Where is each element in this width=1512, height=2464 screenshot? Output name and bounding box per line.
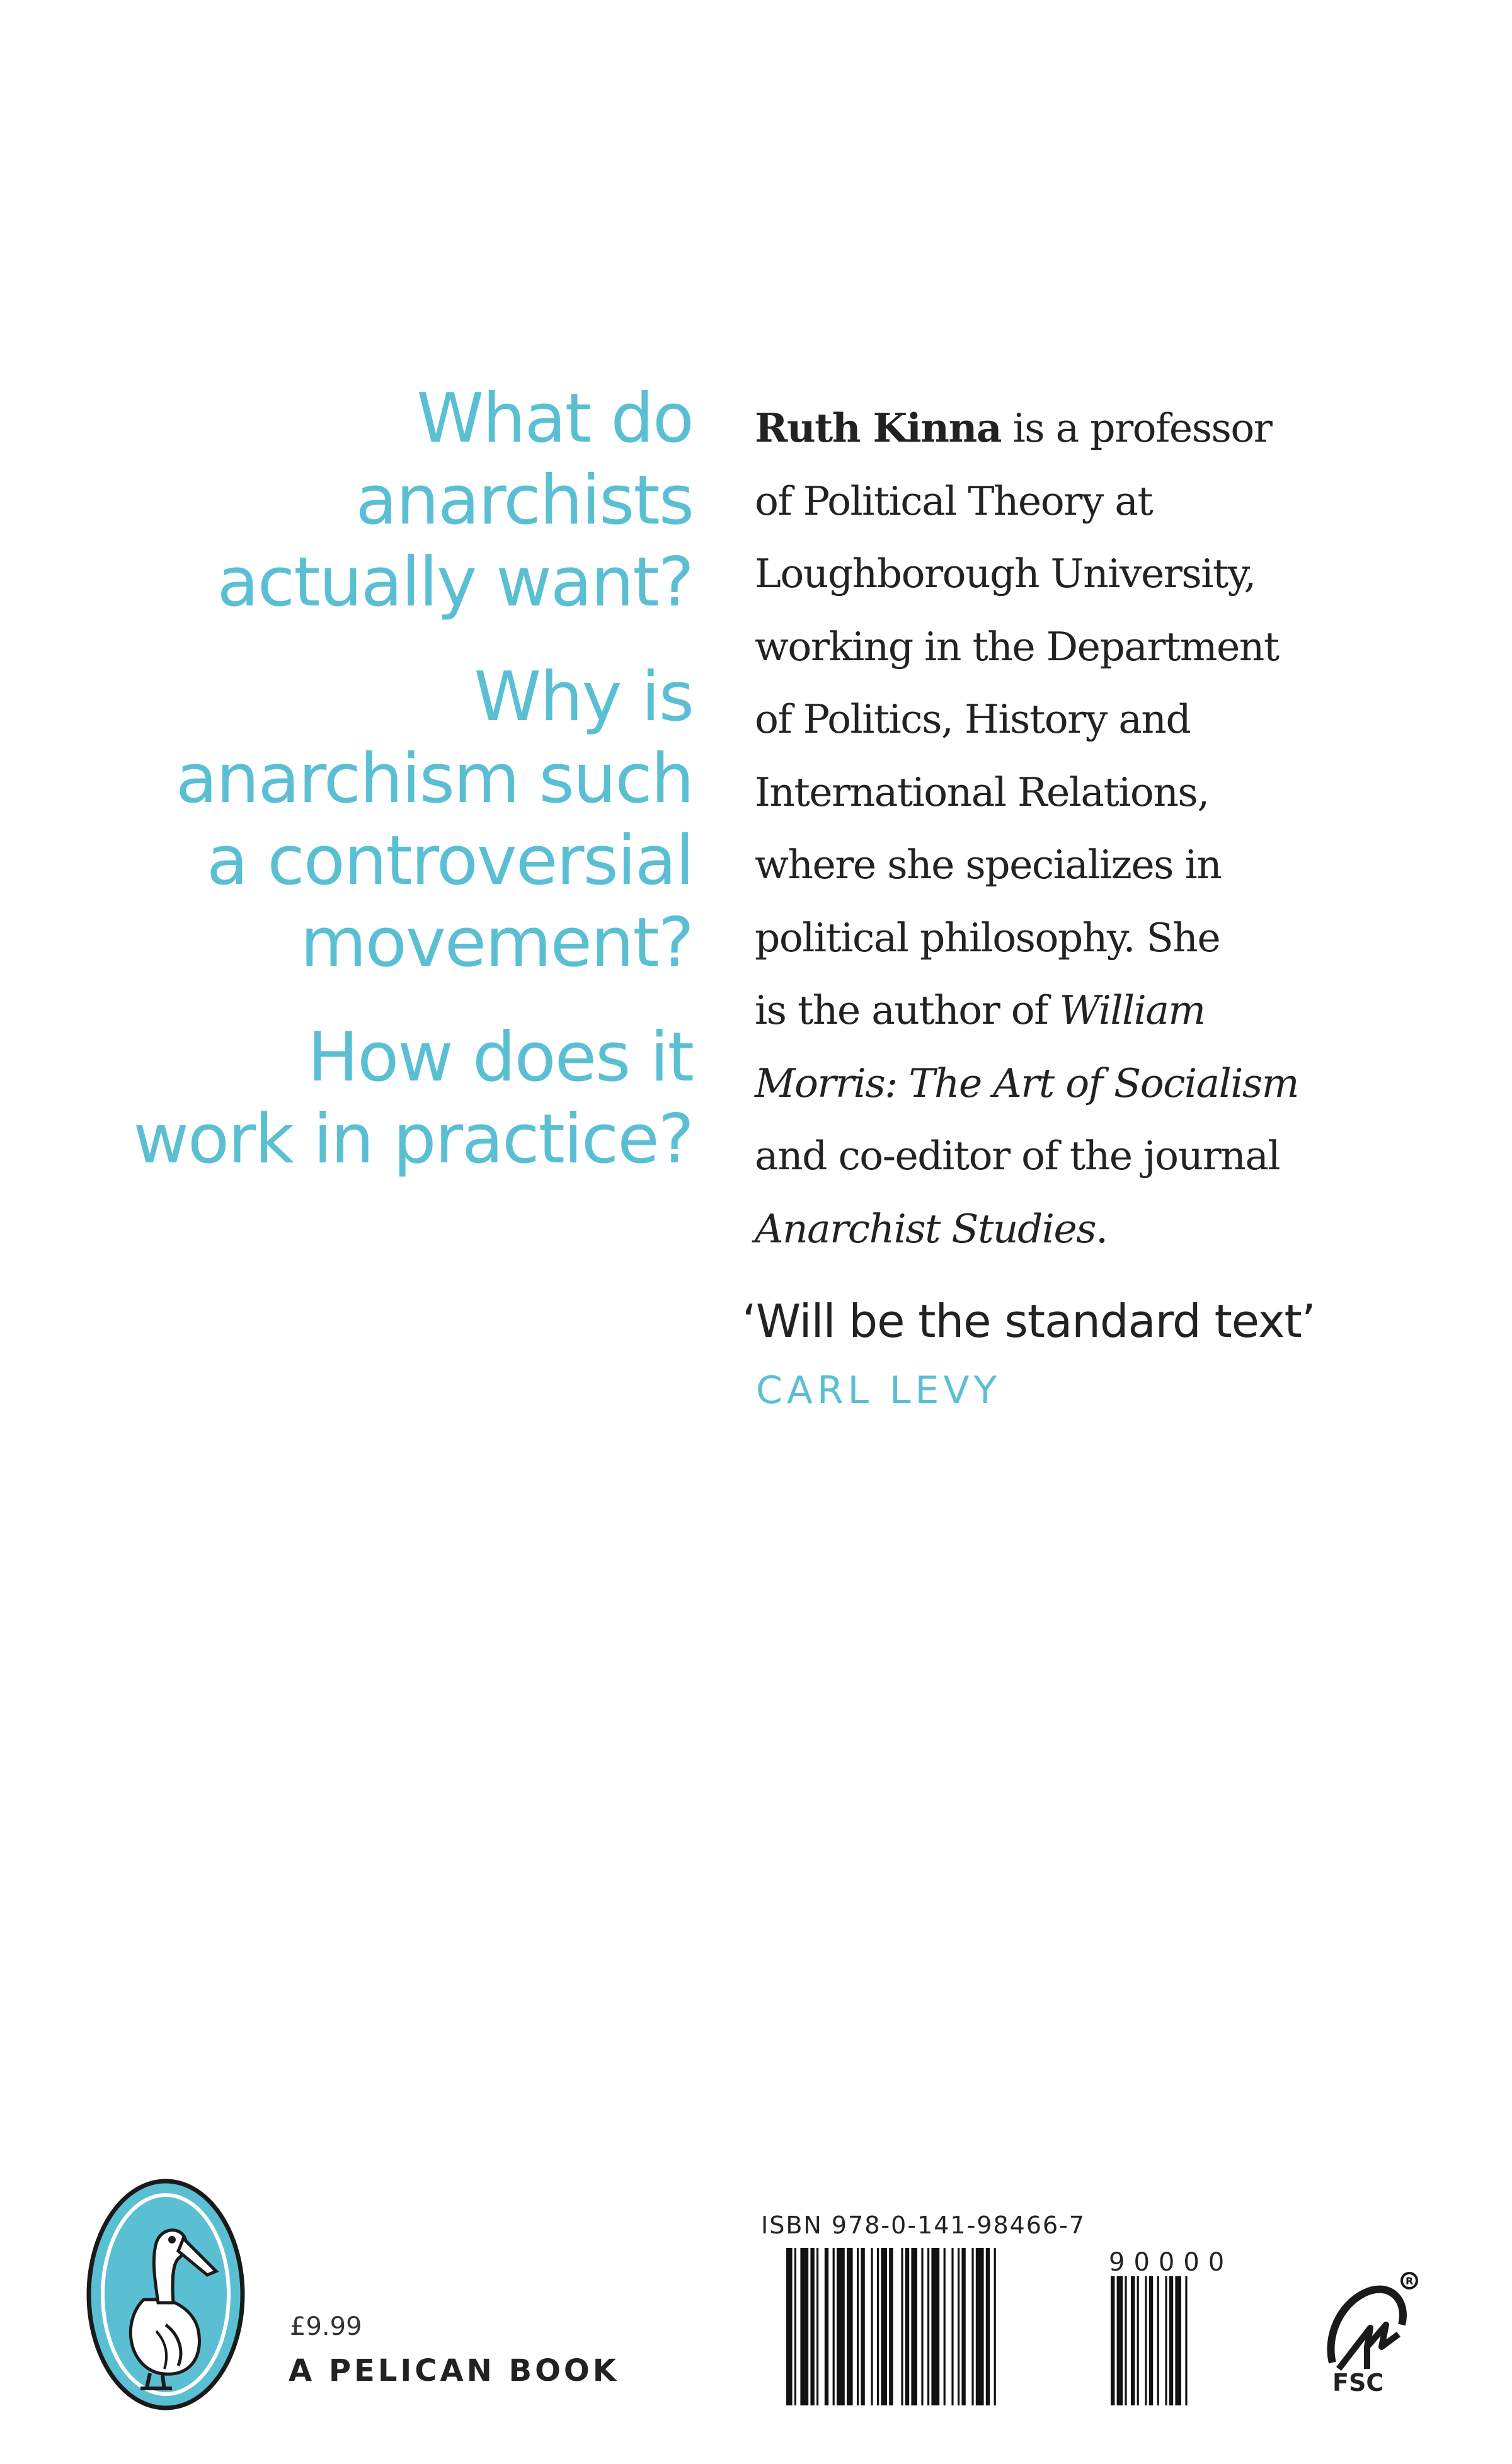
barcode-bar bbox=[1111, 2276, 1114, 2405]
question-line: actually want? bbox=[217, 543, 693, 622]
barcode-bar bbox=[871, 2248, 873, 2405]
bio-line: International Relations, bbox=[755, 769, 1209, 815]
pelican-logo-icon bbox=[84, 2177, 248, 2413]
barcode-bar bbox=[810, 2248, 814, 2405]
barcode-bar bbox=[1169, 2276, 1173, 2405]
barcode-bar bbox=[1165, 2276, 1167, 2405]
barcode-bar bbox=[833, 2248, 835, 2405]
question-2 bbox=[63, 656, 693, 984]
barcode-bar bbox=[921, 2248, 923, 2405]
question-line: work in practice? bbox=[133, 1100, 693, 1179]
barcode-bar bbox=[958, 2248, 959, 2405]
question-line: movement? bbox=[300, 903, 693, 982]
question-3 bbox=[63, 1017, 693, 1181]
barcode-bar bbox=[901, 2248, 903, 2405]
journal-title: Anarchist Studies bbox=[755, 1205, 1096, 1252]
barcode-bar bbox=[889, 2248, 893, 2405]
quote-author: CARL LEVY bbox=[756, 1368, 1002, 1413]
barcode-bar bbox=[1157, 2276, 1159, 2405]
price: £9.99 bbox=[290, 2312, 362, 2341]
barcode-bar bbox=[927, 2248, 929, 2405]
barcode-bar bbox=[825, 2248, 828, 2405]
barcode-bar bbox=[994, 2248, 996, 2405]
bio-line: political philosophy. She bbox=[755, 914, 1220, 961]
question-line: What do bbox=[416, 379, 693, 458]
bio-line bbox=[755, 392, 1423, 465]
fsc-label: FSC bbox=[1332, 2369, 1384, 2397]
bio-text: . bbox=[1096, 1205, 1108, 1252]
barcode-bar bbox=[951, 2248, 953, 2405]
barcode-bar bbox=[1145, 2276, 1147, 2405]
questions-column bbox=[63, 378, 693, 1213]
question-line: How does it bbox=[307, 1018, 693, 1097]
barcode-bar bbox=[861, 2248, 864, 2405]
barcode-bar bbox=[931, 2248, 939, 2405]
bio-text: is a professor bbox=[1001, 405, 1272, 451]
bio-line: working in the Department bbox=[755, 623, 1279, 670]
bio-line bbox=[755, 974, 1423, 1047]
barcode-bar bbox=[971, 2248, 973, 2405]
barcode-addon-digits: 90000 bbox=[1109, 2248, 1234, 2277]
book-title: William bbox=[1059, 987, 1205, 1033]
review-quote: ‘Will be the standard text’ bbox=[742, 1295, 1315, 1348]
barcode-bar bbox=[905, 2248, 909, 2405]
barcode-bar bbox=[1149, 2276, 1153, 2405]
question-1 bbox=[63, 378, 693, 624]
barcode-bar bbox=[837, 2248, 845, 2405]
bio-line: Loughborough University, bbox=[755, 551, 1256, 597]
barcode-bar bbox=[800, 2248, 808, 2405]
barcode-bar bbox=[786, 2248, 793, 2405]
barcode-bar bbox=[881, 2248, 887, 2405]
isbn-text: ISBN 978-0-141-98466-7 bbox=[761, 2211, 1086, 2239]
barcode-bar bbox=[1131, 2276, 1135, 2405]
bio-line: of Politics, History and bbox=[755, 696, 1191, 742]
question-line: anarchists bbox=[355, 461, 693, 540]
barcode-bar bbox=[911, 2248, 917, 2405]
imprint-label: A PELICAN BOOK bbox=[289, 2353, 619, 2388]
barcode-bar bbox=[1175, 2276, 1181, 2405]
question-line: Why is bbox=[474, 658, 693, 736]
barcode-bar bbox=[1125, 2276, 1126, 2405]
barcode-bar bbox=[847, 2248, 853, 2405]
bio-text: is the author of bbox=[755, 987, 1060, 1033]
barcode-bar bbox=[1185, 2276, 1187, 2405]
barcode-bar bbox=[816, 2248, 818, 2405]
svg-text:R: R bbox=[1406, 2275, 1414, 2287]
barcode-bar bbox=[986, 2248, 990, 2405]
barcode-bar bbox=[857, 2248, 859, 2405]
barcode-bar bbox=[961, 2248, 965, 2405]
question-line: anarchism such bbox=[175, 740, 693, 818]
barcode-bar bbox=[944, 2248, 946, 2405]
author-name: Ruth Kinna bbox=[755, 404, 1002, 451]
barcode-bar bbox=[877, 2248, 879, 2405]
bio-line bbox=[755, 1193, 1423, 1266]
author-bio bbox=[755, 392, 1423, 1265]
barcode-bar bbox=[976, 2248, 984, 2405]
book-title: Morris: The Art of Socialism bbox=[755, 1060, 1298, 1106]
barcode-bar bbox=[1137, 2276, 1139, 2405]
barcode-bar bbox=[794, 2248, 796, 2405]
bio-line: where she specializes in bbox=[755, 842, 1222, 888]
bio-line: and co-editor of the journal bbox=[755, 1133, 1280, 1179]
barcode-bar bbox=[1117, 2276, 1123, 2405]
question-line: a controversial bbox=[206, 822, 693, 900]
bio-line: of Political Theory at bbox=[755, 478, 1153, 524]
